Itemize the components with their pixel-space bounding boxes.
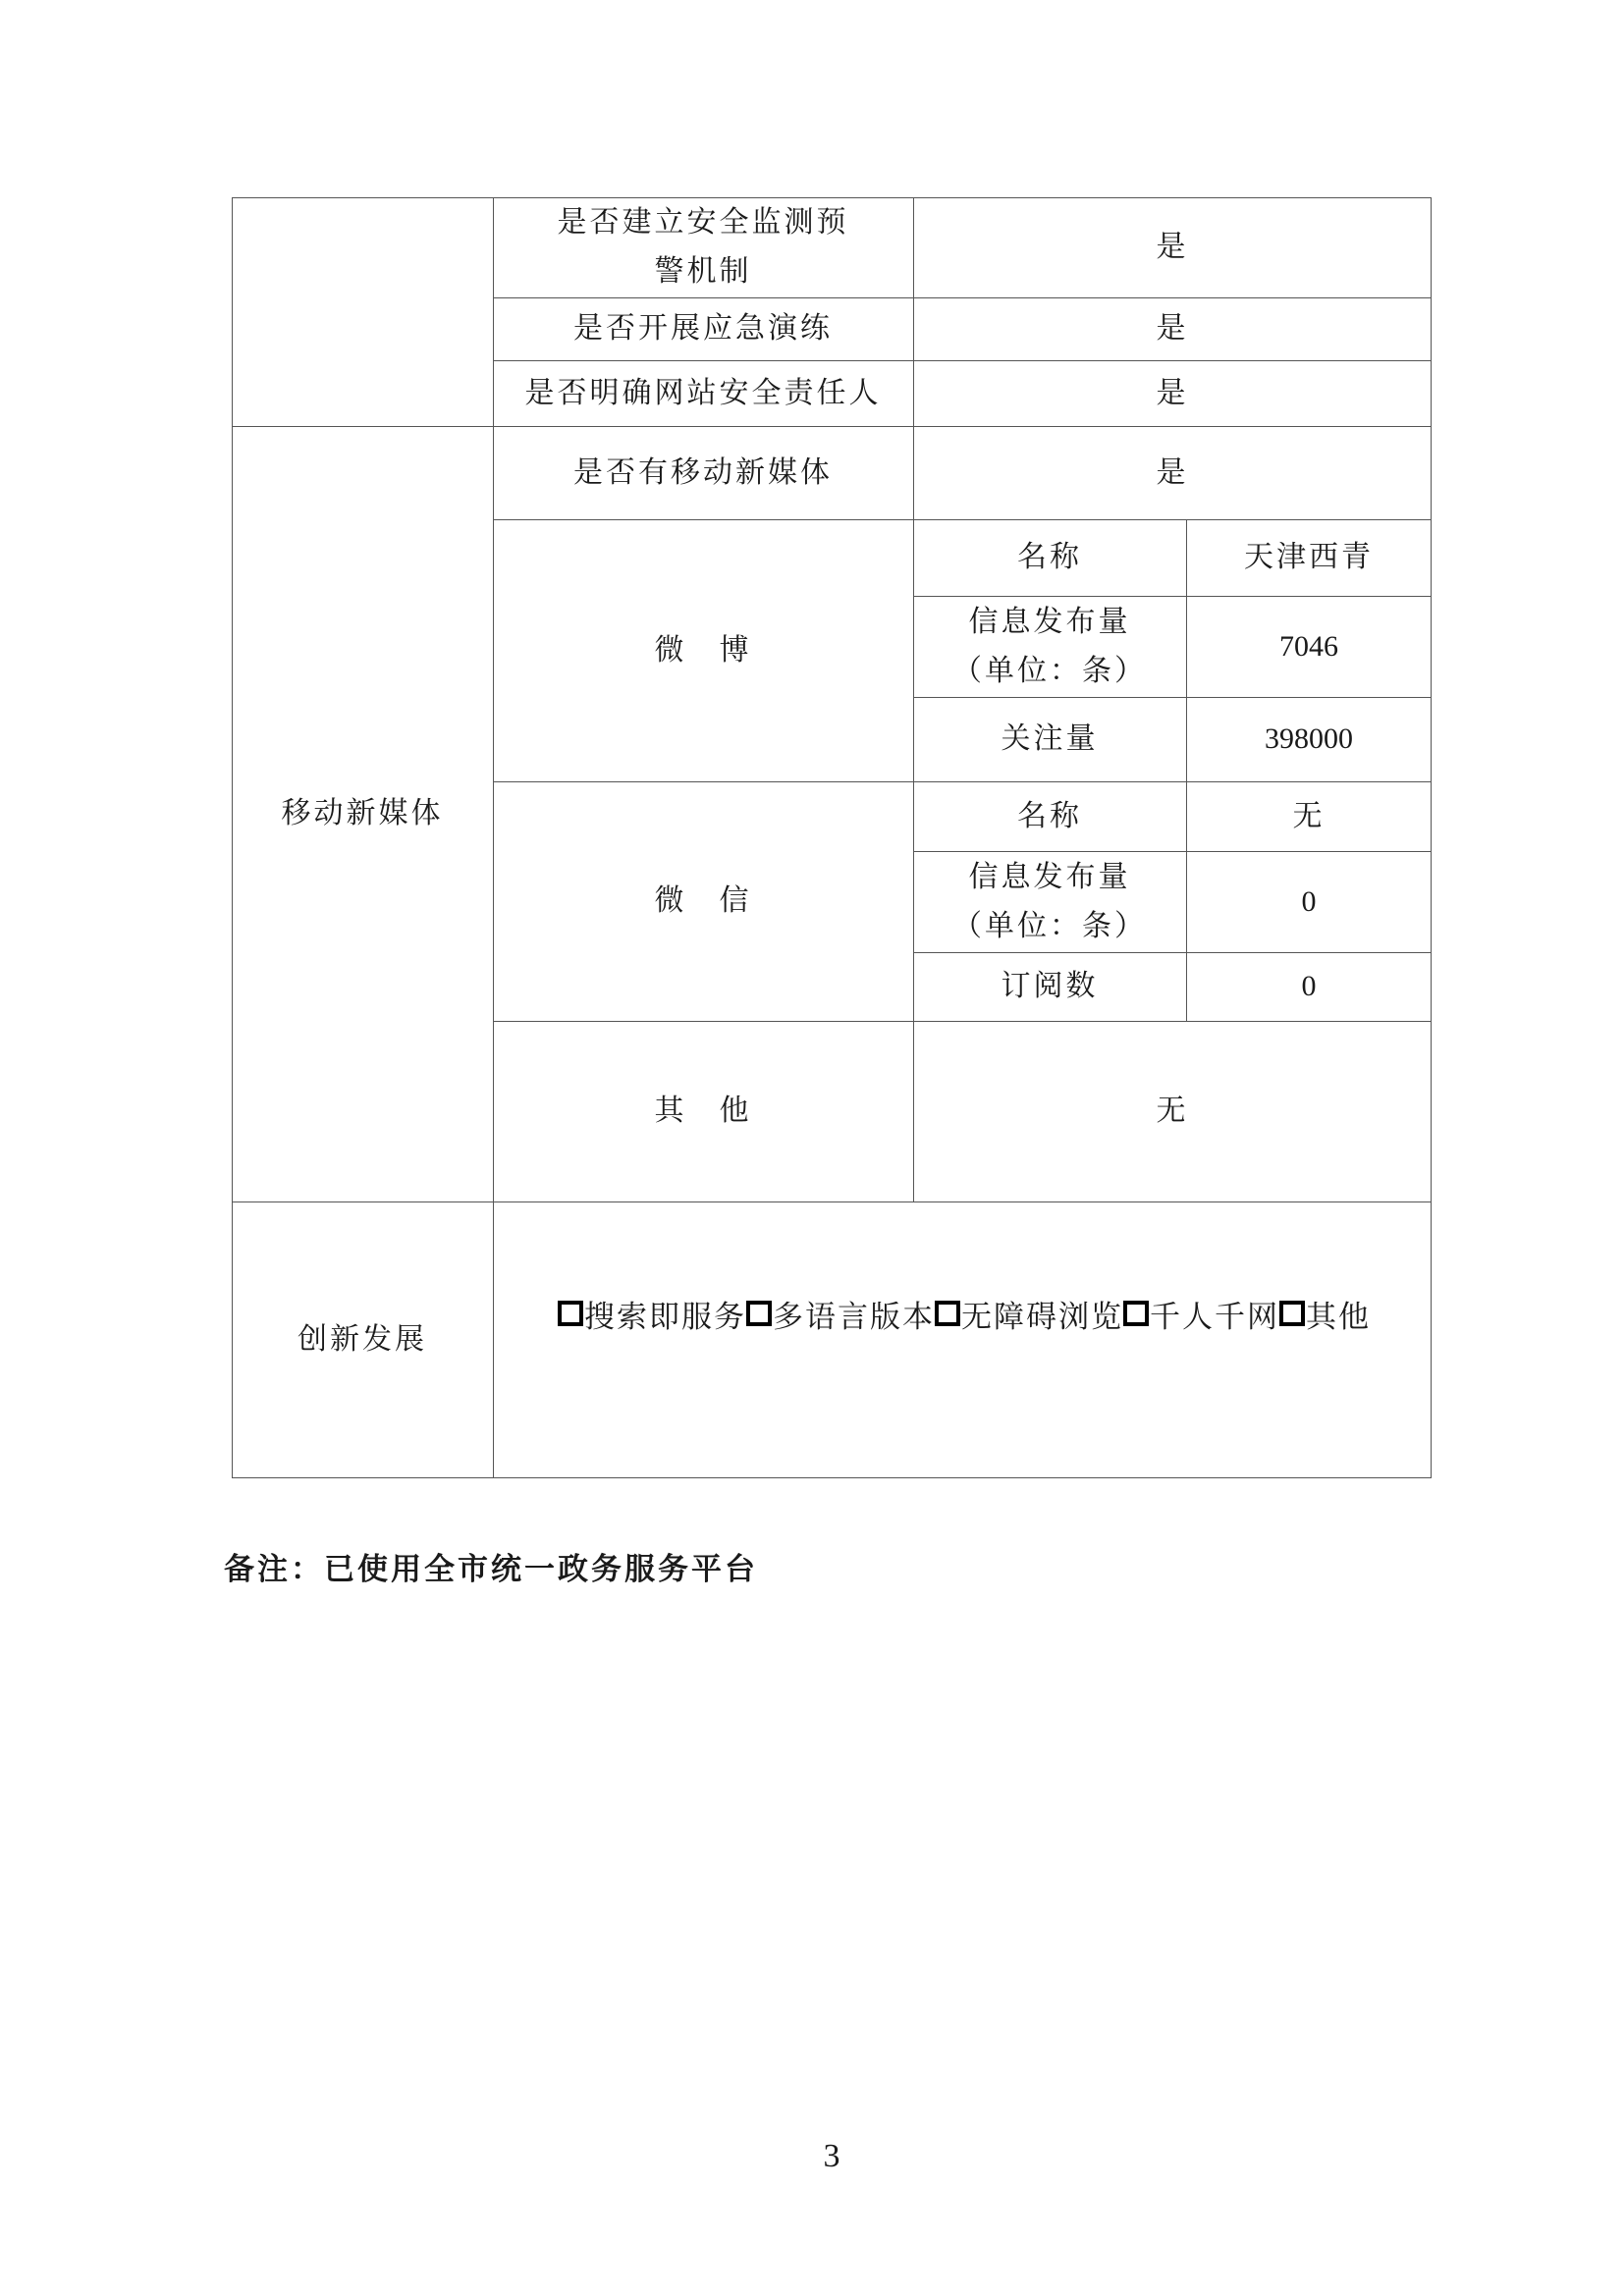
checkbox-icon[interactable] [1279,1301,1305,1326]
innovation-label: 创新发展 [298,1321,427,1357]
weibo-followers-value: 398000 [1265,722,1353,755]
emergency-drill-value: 是 [1156,311,1189,346]
weibo-name-value: 天津西青 [1244,540,1374,574]
weibo-label: 微 博 [654,632,752,667]
wechat-posts-value: 0 [1301,884,1317,918]
checkbox-icon[interactable] [1123,1301,1149,1326]
other-media-label: 其 他 [654,1094,752,1128]
emergency-drill-label: 是否开展应急演练 [573,311,833,346]
has-media-value: 是 [1156,454,1189,490]
security-monitoring-label: 是否建立安全监测预警机制 [557,205,849,289]
checkbox-icon[interactable] [935,1301,960,1326]
option-multilingual[interactable]: 多语言版本 [746,1292,935,1336]
table-border-bottom [232,1477,1432,1478]
wechat-name-label: 名称 [1017,798,1082,833]
option-personalized[interactable]: 千人千网 [1123,1292,1279,1336]
option-search-as-service[interactable]: 搜索即服务 [558,1292,746,1336]
page-number: 3 [823,2138,840,2174]
weibo-name-label: 名称 [1017,540,1082,574]
checkbox-icon[interactable] [746,1301,772,1326]
other-media-value: 无 [1156,1094,1189,1128]
innovation-options [558,1294,1371,1333]
checkbox-icon[interactable] [558,1301,583,1326]
media-section-label: 移动新媒体 [281,796,444,830]
wechat-name-value: 无 [1292,798,1326,833]
has-media-label: 是否有移动新媒体 [573,454,833,490]
security-officer-label: 是否明确网站安全责任人 [524,375,882,410]
weibo-posts-value: 7046 [1279,629,1338,663]
wechat-subscribers-value: 0 [1301,970,1317,1002]
wechat-subscribers-label: 订阅数 [1001,969,1099,1003]
weibo-posts-label: 信息发布量（单位：条） [952,604,1147,688]
remark-note: 备注：已使用全市统一政务服务平台 [224,1552,758,1587]
option-accessibility[interactable]: 无障碍浏览 [935,1292,1123,1336]
option-other[interactable]: 其他 [1279,1292,1371,1336]
weibo-followers-label: 关注量 [1001,721,1099,756]
security-officer-value: 是 [1156,375,1189,410]
security-monitoring-value: 是 [1156,230,1189,264]
wechat-label: 微 信 [654,883,752,918]
wechat-posts-label: 信息发布量（单位：条） [952,859,1147,943]
